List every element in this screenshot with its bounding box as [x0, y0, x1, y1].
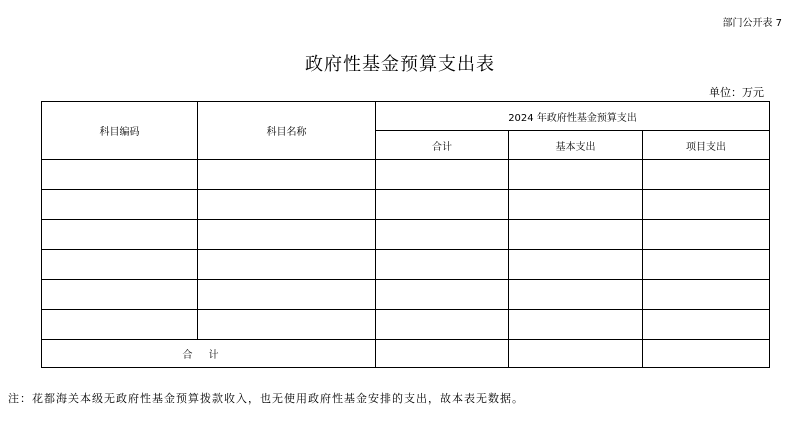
cell-name [198, 280, 376, 310]
table-row [42, 280, 770, 310]
cell-project [643, 250, 770, 280]
cell-project [643, 190, 770, 220]
column-header-name: 科目名称 [198, 102, 376, 160]
cell-total [376, 250, 509, 280]
page-title: 政府性基金预算支出表 [305, 54, 495, 75]
cell-basic [509, 310, 643, 340]
column-header-basic: 基本支出 [509, 131, 643, 160]
total-cell-basic [509, 340, 643, 368]
cell-project [643, 310, 770, 340]
cell-code [42, 250, 198, 280]
group-header: 2024 年政府性基金预算支出 [376, 102, 770, 131]
unit-label: 单位：万元 [709, 86, 764, 99]
column-header-project: 项目支出 [643, 131, 770, 160]
total-label: 合计 [42, 340, 376, 368]
cell-total [376, 190, 509, 220]
cell-code [42, 160, 198, 190]
footnote: 注：花都海关本级无政府性基金预算拨款收入，也无使用政府性基金安排的支出，故本表无数据。 [8, 392, 524, 405]
cell-total [376, 280, 509, 310]
table-row [42, 220, 770, 250]
total-cell-total [376, 340, 509, 368]
cell-total [376, 160, 509, 190]
cell-name [198, 250, 376, 280]
table-row [42, 190, 770, 220]
cell-total [376, 310, 509, 340]
budget-table [41, 101, 770, 368]
total-cell-project [643, 340, 770, 368]
cell-basic [509, 160, 643, 190]
cell-name [198, 310, 376, 340]
cell-basic [509, 280, 643, 310]
cell-project [643, 280, 770, 310]
cell-code [42, 280, 198, 310]
table-row [42, 250, 770, 280]
column-header-total: 合计 [376, 131, 509, 160]
cell-total [376, 220, 509, 250]
table-row [42, 310, 770, 340]
total-row [42, 340, 770, 368]
cell-basic [509, 250, 643, 280]
table-row [42, 160, 770, 190]
cell-project [643, 160, 770, 190]
cell-basic [509, 220, 643, 250]
cell-code [42, 190, 198, 220]
cell-code [42, 310, 198, 340]
cell-name [198, 190, 376, 220]
cell-name [198, 160, 376, 190]
cell-code [42, 220, 198, 250]
cell-basic [509, 190, 643, 220]
cell-name [198, 220, 376, 250]
cell-project [643, 220, 770, 250]
form-number: 部门公开表 7 [722, 18, 782, 29]
header-row-1 [42, 102, 770, 131]
column-header-code: 科目编码 [42, 102, 198, 160]
